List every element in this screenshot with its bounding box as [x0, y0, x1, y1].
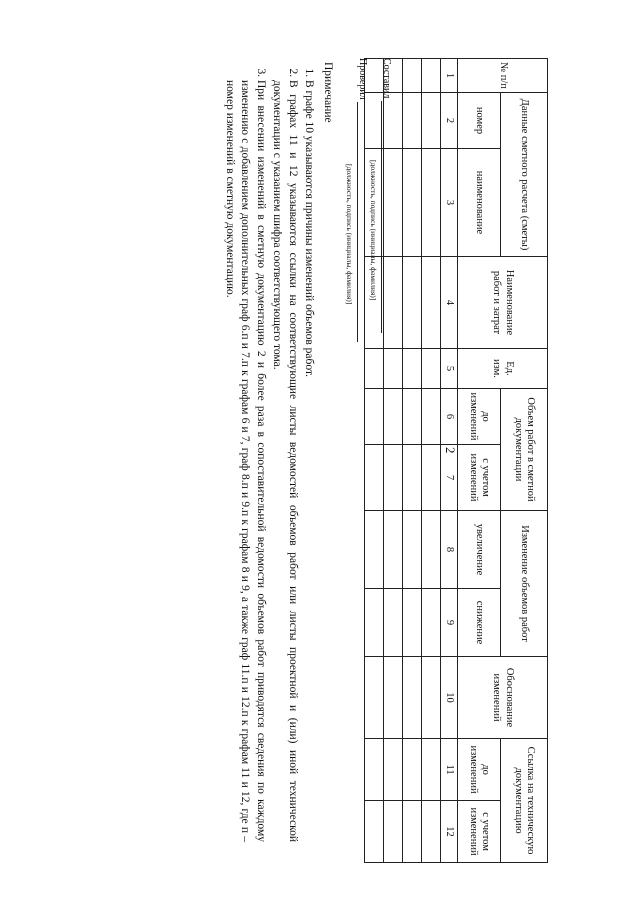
compiled-caption: [должность, подпись (инициалы, фамилия)]	[369, 160, 378, 301]
compiled-label: Составил	[381, 58, 392, 99]
column-number: 10	[441, 657, 458, 739]
empty-cell	[384, 657, 403, 739]
column-number: 4	[441, 257, 458, 349]
notes-list	[221, 62, 316, 842]
empty-cell	[365, 389, 384, 445]
empty-cell	[403, 59, 422, 93]
column-number: 3	[441, 149, 458, 257]
column-number: 1	[441, 59, 458, 93]
header-link-after: с учетом изменений	[458, 801, 501, 863]
column-number: 11	[441, 739, 458, 801]
header-link-before: до изменений	[458, 739, 501, 801]
empty-cell	[365, 657, 384, 739]
empty-cell	[403, 445, 422, 511]
empty-cell	[403, 93, 422, 149]
empty-cell	[422, 801, 441, 863]
empty-cell	[403, 389, 422, 445]
empty-cell	[422, 59, 441, 93]
empty-cell	[384, 349, 403, 389]
header-justification: Обоснование изменений	[458, 657, 548, 739]
notes-title: Примечание	[322, 62, 334, 123]
empty-cell	[365, 511, 384, 589]
empty-cell	[365, 589, 384, 657]
note-item: 1. В графе 10 указываются причины изменений объемов работ.	[301, 80, 317, 842]
empty-cell	[422, 445, 441, 511]
empty-cell	[384, 739, 403, 801]
notes-section	[220, 62, 335, 842]
header-volume-after: с учетом изменений	[458, 445, 501, 511]
empty-row	[422, 59, 441, 863]
header-unit: Ед. изм.	[458, 349, 548, 389]
empty-cell	[403, 739, 422, 801]
header-no: № п/п	[458, 59, 548, 93]
empty-cell	[384, 589, 403, 657]
column-number-row	[441, 59, 458, 863]
column-number: 9	[441, 589, 458, 657]
column-number: 7	[441, 445, 458, 511]
checked-line	[357, 102, 358, 342]
empty-cell	[365, 739, 384, 801]
empty-cell	[384, 801, 403, 863]
column-number: 5	[441, 349, 458, 389]
empty-cell	[422, 589, 441, 657]
empty-cell	[403, 349, 422, 389]
empty-row	[403, 59, 422, 863]
header-estimate: Данные сметного расчета (сметы)	[501, 93, 548, 257]
empty-cell	[422, 93, 441, 149]
checked-caption: [должность, подпись (инициалы, фамилия)]	[345, 164, 354, 305]
empty-cell	[403, 801, 422, 863]
checked-signature	[357, 58, 368, 342]
header-change-decrease: снижение	[458, 589, 501, 657]
header-volume-before: до изменений	[458, 389, 501, 445]
empty-cell	[403, 511, 422, 589]
header-works-name: Наименование работ и затрат	[458, 257, 548, 349]
column-number: 12	[441, 801, 458, 863]
header-link: Ссылка на техническую документацию	[501, 739, 548, 863]
empty-cell	[422, 657, 441, 739]
empty-cell	[403, 149, 422, 257]
header-volume: Объем работ в сметной документации	[501, 389, 548, 511]
empty-cell	[384, 389, 403, 445]
empty-cell	[422, 349, 441, 389]
empty-cell	[422, 389, 441, 445]
header-estimate-name: наименование	[458, 149, 501, 257]
empty-cell	[365, 801, 384, 863]
compiled-line	[381, 101, 382, 333]
empty-cell	[422, 149, 441, 257]
empty-cell	[403, 257, 422, 349]
page-number: 2	[443, 447, 458, 454]
empty-cell	[422, 257, 441, 349]
header-change-increase: увеличение	[458, 511, 501, 589]
empty-cell	[403, 589, 422, 657]
compiled-signature	[381, 58, 392, 333]
note-item: 2. В графах 11 и 12 указываются ссылки на соответствующие листы ведомостей объемов работ или листы проектной и (или) иной технической документации с указанием шифра соответствующего тома.	[269, 80, 300, 842]
note-item: 3. При внесении изменений в сметную документацию 2 и более раза в сопоставительной ведомости объемов работ приводятся сведения по каждому изменению с добавлением дополнительных граф 6.п и 7.п к графам 6 и 7, граф 8.п и 9.п к графам 8 и 9, а также граф 11.п и 12.п к графам 11 и 12, где п – номер изменений в сметную документацию.	[221, 80, 268, 842]
empty-cell	[365, 349, 384, 389]
empty-cell	[422, 511, 441, 589]
empty-cell	[384, 511, 403, 589]
empty-cell	[422, 739, 441, 801]
empty-cell	[403, 657, 422, 739]
empty-cell	[384, 445, 403, 511]
column-number: 2	[441, 93, 458, 149]
empty-cell	[365, 445, 384, 511]
header-change: Изменение объемов работ	[501, 511, 548, 657]
column-number: 8	[441, 511, 458, 589]
header-estimate-number: номер	[458, 93, 501, 149]
column-number: 6	[441, 389, 458, 445]
checked-label: Проверил	[357, 58, 368, 100]
